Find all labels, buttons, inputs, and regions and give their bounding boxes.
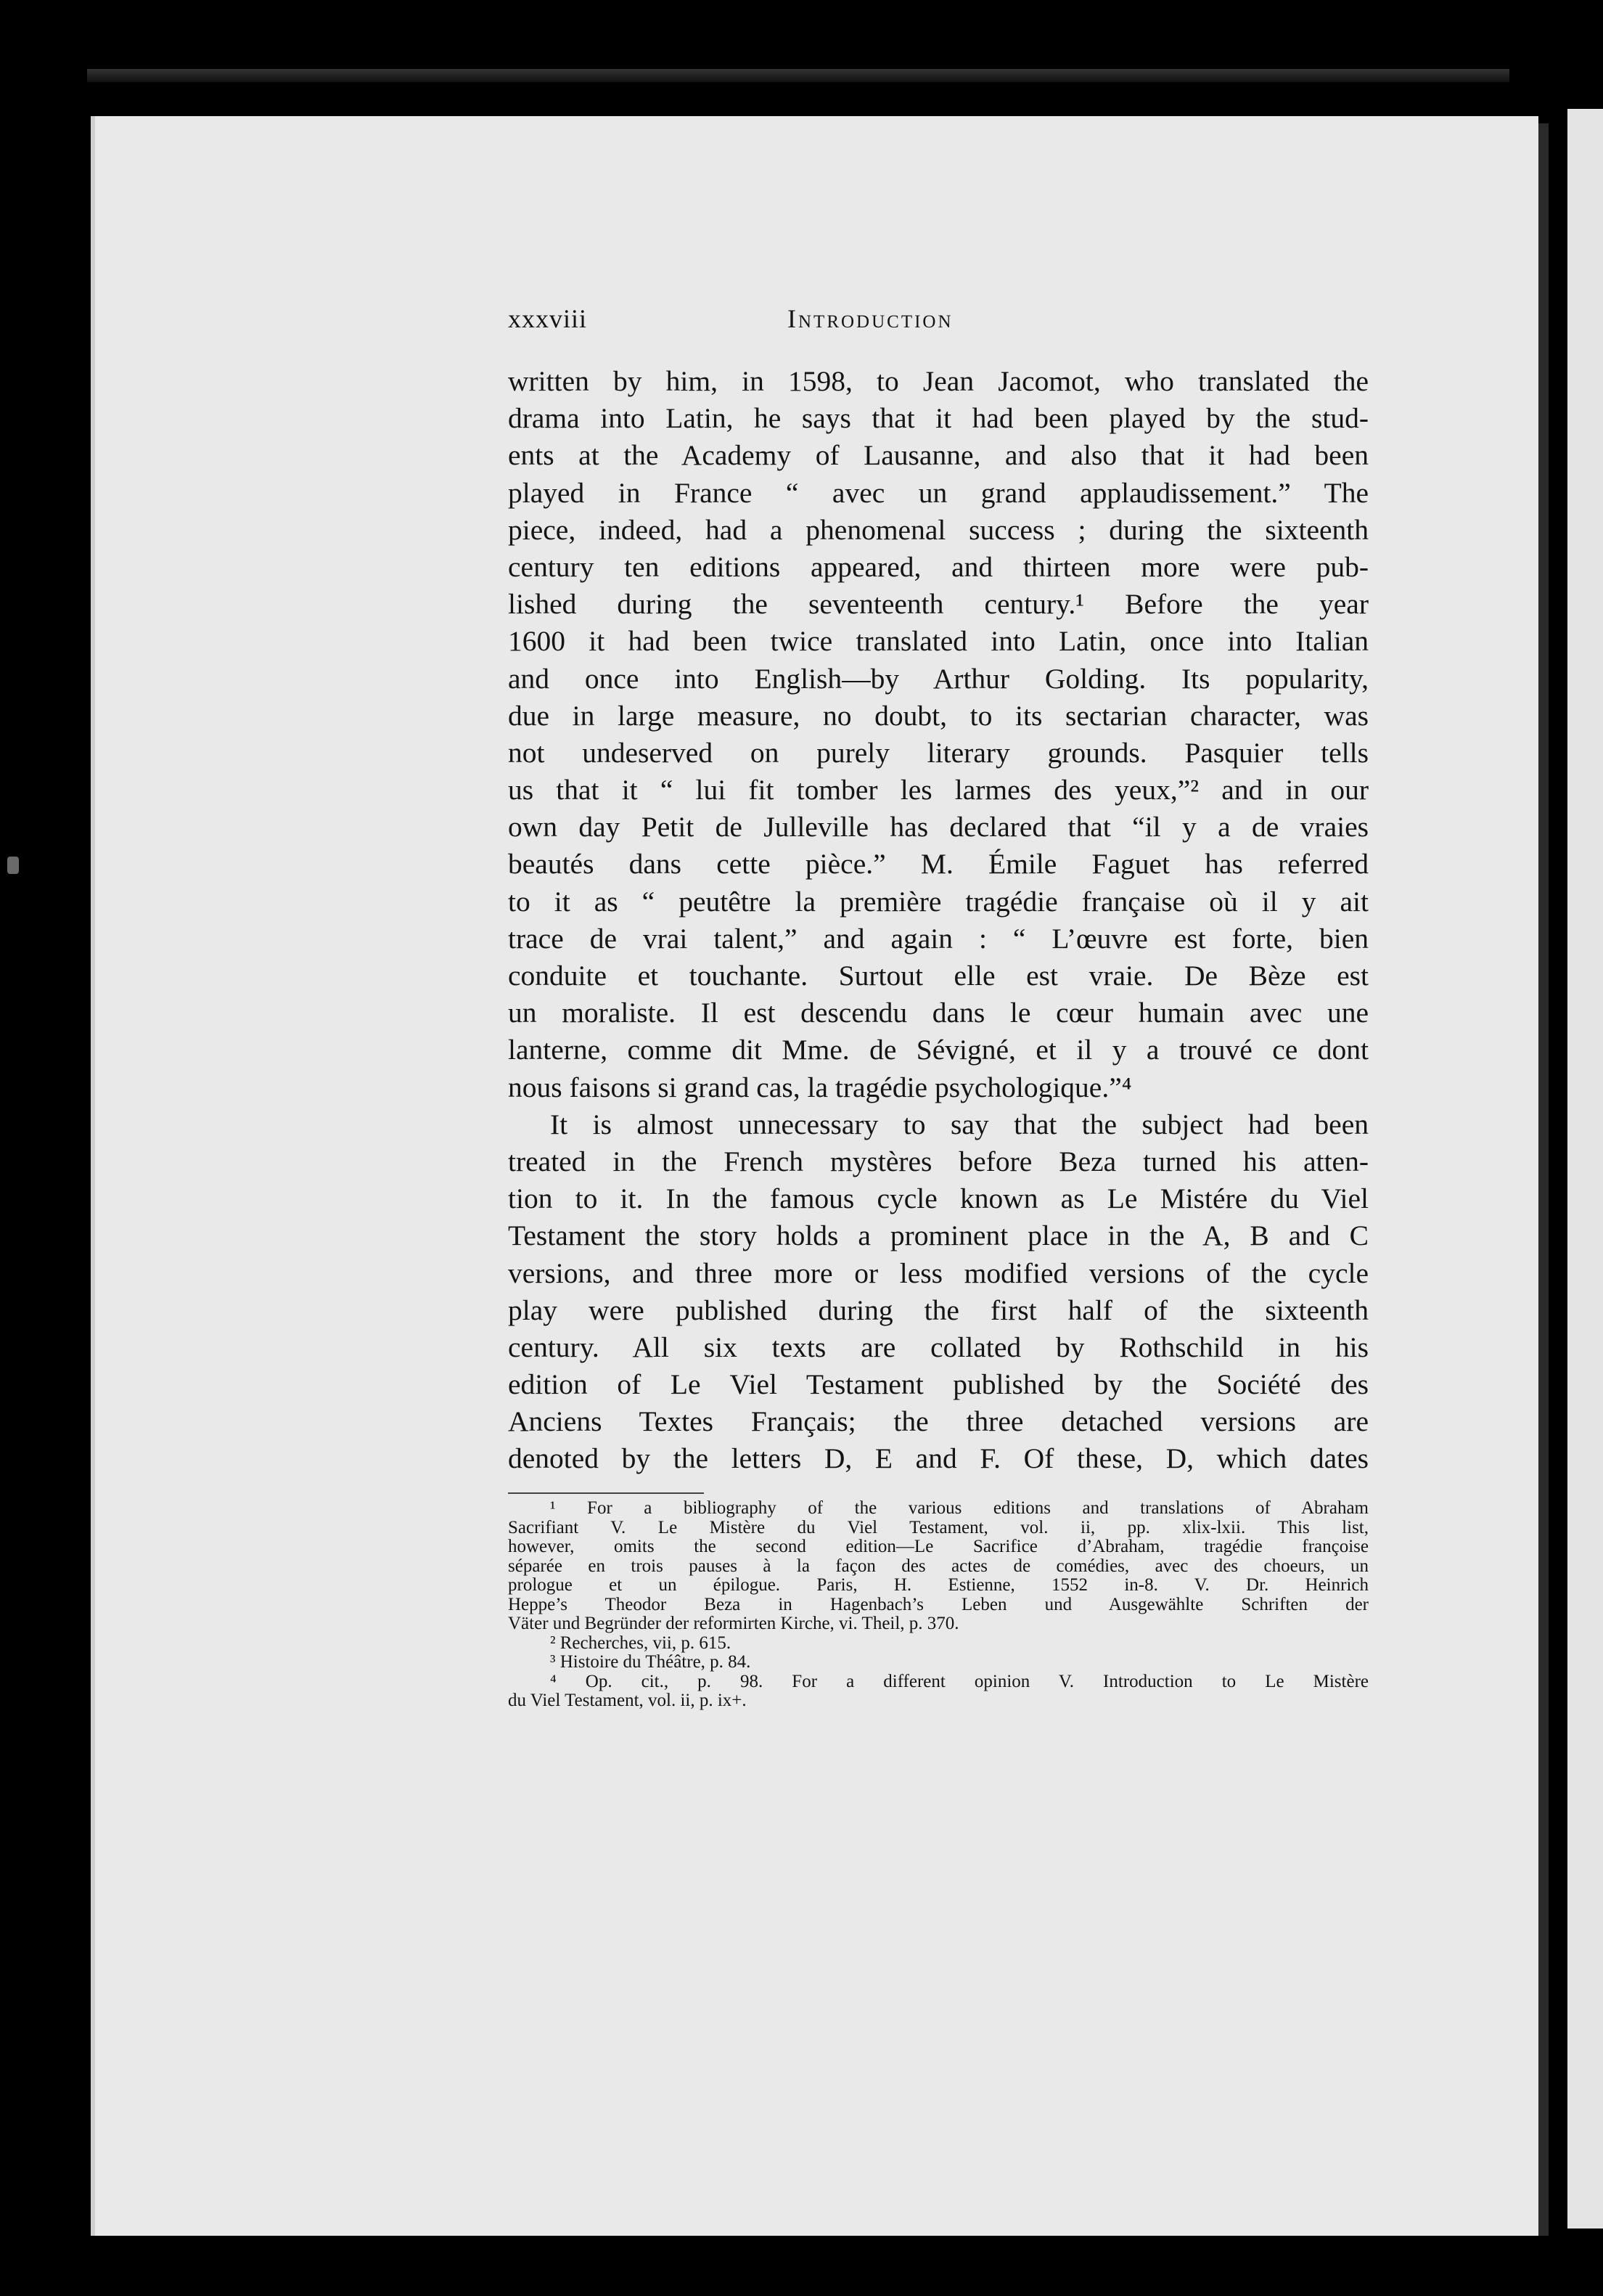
body-line: written by him, in 1598, to Jean Jacomot, who translated the	[508, 365, 1369, 397]
body-line: play were published during the first half of the sixteenth	[508, 1294, 1369, 1326]
footnote-line: ¹ For a bibliography of the various editions and translations of Abraham	[550, 1499, 1369, 1518]
body-line: lished during the seventeenth century.¹ Before the year	[508, 588, 1369, 621]
body-line: played in France “ avec un grand applaudissement.” The	[508, 476, 1369, 509]
body-line: Testament the story holds a prominent place in the A, B and C	[508, 1220, 1369, 1252]
body-line: It is almost unnecessary to say that the subject had been	[550, 1108, 1369, 1140]
body-line: versions, and three more or less modified versions of the cycle	[508, 1257, 1369, 1289]
body-line: lanterne, comme dit Mme. de Sévigné, et il y a trouvé ce dont	[508, 1034, 1369, 1066]
body-line: tion to it. In the famous cycle known as Le Mistére du Viel	[508, 1182, 1369, 1215]
body-line: not undeserved on purely literary grounds. Pasquier tells	[508, 736, 1369, 769]
footnote-line: Heppe’s Theodor Beza in Hagenbach’s Leben und Ausgewählte Schriften der	[508, 1595, 1369, 1614]
footnote-line: Sacrifiant V. Le Mistère du Viel Testament, vol. ii, pp. xlix-lxii. This list,	[508, 1518, 1369, 1537]
margin-scan-artifact	[7, 857, 19, 874]
body-line: beautés dans cette pièce.” M. Émile Faguet has referred	[508, 848, 1369, 881]
running-title: Introduction	[787, 304, 954, 333]
footnote-rule	[508, 1492, 704, 1494]
body-line: 1600 it had been twice translated into Latin, once into Italian	[508, 625, 1369, 658]
body-line: denoted by the letters D, E and F. Of these, D, which dates	[508, 1442, 1369, 1475]
footnote-line: séparée en trois pauses à la façon des actes de comédies, avec des choeurs, un	[508, 1556, 1369, 1576]
footnote-line: however, omits the second edition—Le Sacrifice d’Abraham, tragédie françoise	[508, 1537, 1369, 1556]
page-gutter-shadow	[1538, 123, 1549, 2236]
body-line: century ten editions appeared, and thirteen more were pub-	[508, 550, 1369, 583]
body-line: treated in the French mystères before Beza turned his atten-	[508, 1145, 1369, 1177]
body-line: due in large measure, no doubt, to its sectarian character, was	[508, 699, 1369, 732]
footnote-line: ² Recherches, vii, p. 615.	[550, 1633, 731, 1653]
scan-border-top	[87, 69, 1509, 82]
footnotes	[508, 1499, 1369, 1711]
footnote-line: ³ Histoire du Théâtre, p. 84.	[550, 1653, 751, 1672]
page-number: xxxviii	[508, 304, 588, 333]
body-line: un moraliste. Il est descendu dans le cœur humain avec une	[508, 997, 1369, 1029]
body-line: own day Petit de Julleville has declared that “il y a de vraies	[508, 811, 1369, 843]
body-line: conduite et touchante. Surtout elle est vraie. De Bèze est	[508, 960, 1369, 992]
body-text	[508, 363, 1369, 1710]
body-line: and once into English—by Arthur Golding. Its popularity,	[508, 662, 1369, 695]
body-line: drama into Latin, he says that it had been played by the stud-	[508, 402, 1369, 435]
body-line: piece, indeed, had a phenomenal success ; during the sixteenth	[508, 513, 1369, 546]
body-line: nous faisons si grand cas, la tragédie psychologique.”⁴	[508, 1071, 1132, 1103]
footnote-line: ⁴ Op. cit., p. 98. For a different opinion V. Introduction to Le Mistère	[550, 1672, 1369, 1691]
body-line: ents at the Academy of Lausanne, and also that it had been	[508, 439, 1369, 472]
body-line: century. All six texts are collated by Rothschild in his	[508, 1331, 1369, 1363]
body-line: edition of Le Viel Testament published by the Société des	[508, 1368, 1369, 1401]
body-line: Anciens Textes Français; the three detached versions are	[508, 1405, 1369, 1438]
adjacent-page-edge	[1567, 109, 1603, 2228]
running-head	[508, 303, 1369, 347]
body-line: trace de vrai talent,” and again : “ L’œuvre est forte, bien	[508, 922, 1369, 955]
footnote-line: prologue et un épilogue. Paris, H. Estienne, 1552 in-8. V. Dr. Heinrich	[508, 1576, 1369, 1595]
footnote-line: du Viel Testament, vol. ii, p. ix+.	[508, 1691, 747, 1710]
body-line: to it as “ peutêtre la première tragédie française où il y ait	[508, 885, 1369, 918]
body-line: us that it “ lui fit tomber les larmes des yeux,”² and in our	[508, 774, 1369, 806]
footnote-line: Väter und Begründer der reformirten Kirche, vi. Theil, p. 370.	[508, 1614, 959, 1633]
